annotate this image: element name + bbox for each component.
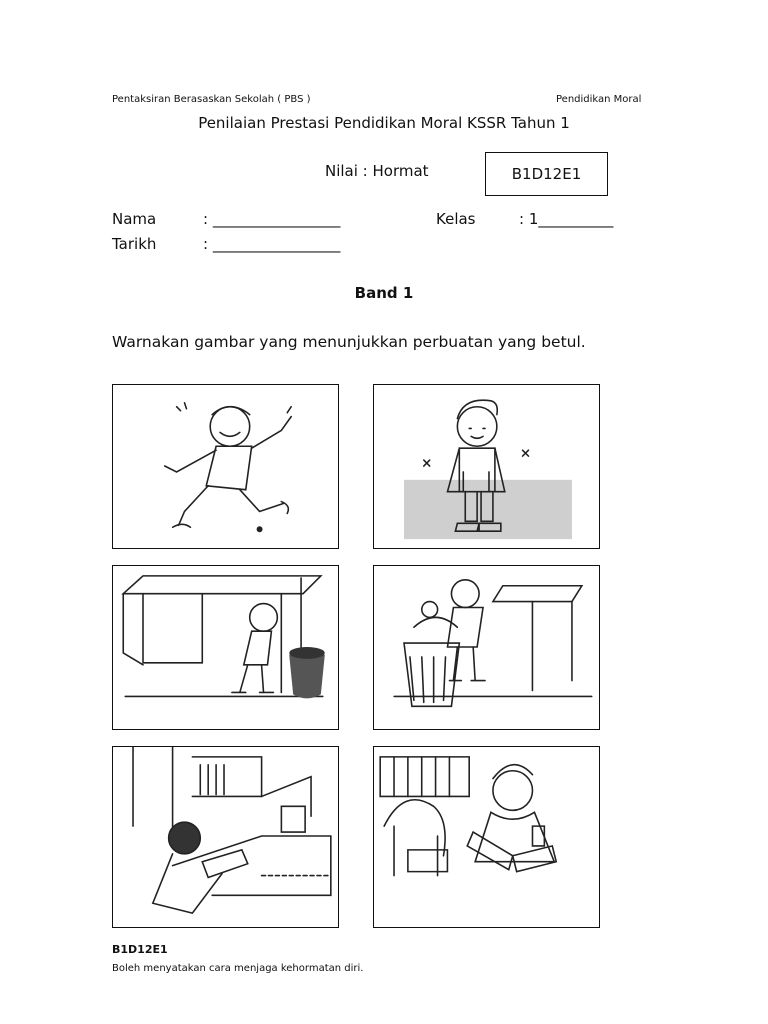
kelas-label: Kelas: [436, 210, 476, 228]
header-left-text: Pentaksiran Berasaskan Sekolah ( PBS ): [112, 94, 311, 105]
boy-throwing-rubbish-illustration: [374, 566, 599, 729]
page-title: Penilaian Prestasi Pendidikan Moral KSSR Tahun 1: [198, 114, 570, 132]
kelas-field[interactable]: : 1__________: [519, 210, 614, 228]
code-text: B1D12E1: [511, 165, 582, 183]
boy-dancing-illustration: [113, 385, 338, 548]
boy-reading-book-illustration: [374, 747, 599, 927]
footer-description: Boleh menyatakan cara menjaga kehormatan diri.: [112, 963, 364, 974]
nama-label: Nama: [112, 210, 157, 228]
boy-dancing-picture[interactable]: [112, 384, 339, 549]
footer-code: B1D12E1: [112, 943, 168, 956]
value-label: Nilai : Hormat: [325, 162, 429, 180]
boy-standing-picture[interactable]: [373, 384, 600, 549]
boy-reading-at-table-picture[interactable]: [112, 746, 339, 928]
boy-near-bin-illustration: [113, 566, 338, 729]
tarikh-label: Tarikh: [112, 235, 157, 253]
code-box: [485, 152, 608, 196]
header-right-text: Pendidikan Moral: [556, 94, 642, 105]
boy-near-bin-picture[interactable]: [112, 565, 339, 730]
tarikh-field[interactable]: : _________________: [203, 235, 341, 253]
band-heading: Band 1: [354, 284, 414, 302]
boy-reading-at-table-illustration: [113, 747, 338, 927]
instruction-text: Warnakan gambar yang menunjukkan perbuatan yang betul.: [112, 333, 586, 351]
boy-throwing-rubbish-picture[interactable]: [373, 565, 600, 730]
nama-field[interactable]: : _________________: [203, 210, 341, 228]
boy-standing-illustration: [374, 385, 599, 548]
boy-reading-book-picture[interactable]: [373, 746, 600, 928]
